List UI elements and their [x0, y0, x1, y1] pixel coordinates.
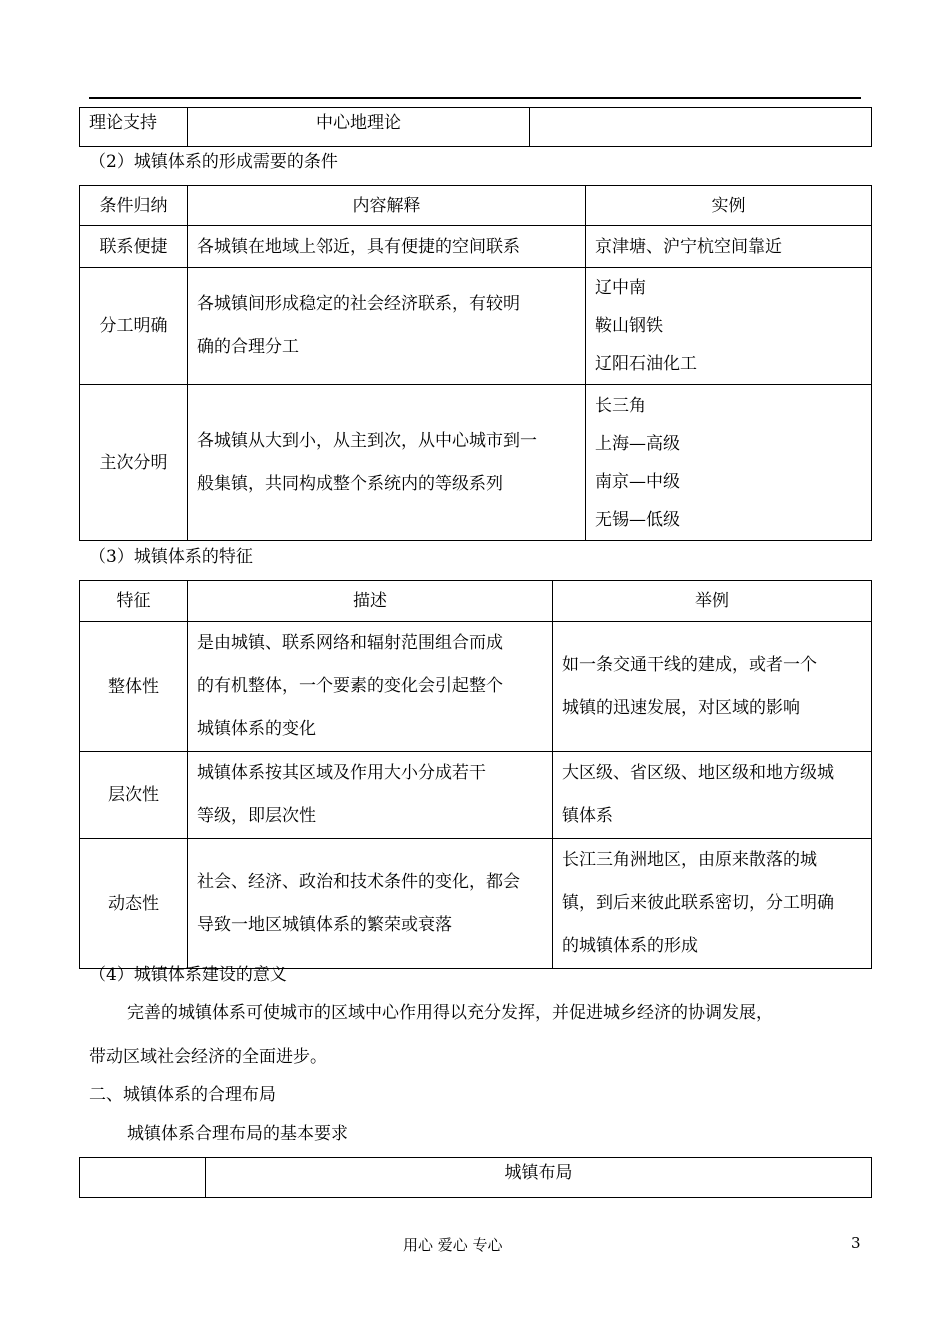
table-row — [80, 268, 872, 385]
condition-desc: 各城镇间形成稳定的社会经济联系，有较明 确的合理分工 — [188, 268, 586, 385]
layout-header: 城镇布局 — [206, 1158, 872, 1198]
significance-line-2: 带动区域社会经济的全面进步。 — [89, 1047, 327, 1067]
table-row — [80, 385, 872, 541]
condition-example: 京津塘、沪宁杭空间靠近 — [586, 226, 872, 268]
feature-example: 大区级、省区级、地区级和地方级城 镇体系 — [553, 752, 872, 839]
theory-value: 中心地理论 — [188, 108, 530, 147]
layout-table — [79, 1157, 872, 1198]
feature-desc: 城镇体系按其区域及作用大小分成若干 等级，即层次性 — [188, 752, 553, 839]
part2-subheading: 城镇体系合理布局的基本要求 — [127, 1124, 348, 1144]
feature-name: 动态性 — [80, 839, 188, 969]
condition-example: 长三角 上海—高级 南京—中级 无锡—低级 — [586, 385, 872, 541]
feature-example: 如一条交通干线的建成，或者一个 城镇的迅速发展，对区域的影响 — [553, 622, 872, 752]
feature-desc: 社会、经济、政治和技术条件的变化，都会 导致一地区城镇体系的繁荣或衰落 — [188, 839, 553, 969]
theory-table — [79, 107, 872, 147]
condition-name: 分工明确 — [80, 268, 188, 385]
condition-example: 辽中南 鞍山钢铁 辽阳石油化工 — [586, 268, 872, 385]
table-row — [80, 622, 872, 752]
features-table — [79, 580, 872, 969]
layout-empty-cell — [80, 1158, 206, 1198]
theory-label: 理论支持 — [80, 108, 188, 147]
condition-name: 联系便捷 — [80, 226, 188, 268]
significance-line-1: 完善的城镇体系可使城市的区域中心作用得以充分发挥，并促进城乡经济的协调发展， — [127, 1003, 773, 1023]
features-header-3: 举例 — [553, 581, 872, 622]
conditions-table — [79, 185, 872, 541]
page-number: 3 — [851, 1234, 861, 1252]
feature-desc: 是由城镇、联系网络和辐射范围组合而成 的有机整体，一个要素的变化会引起整个 城镇体系的变化 — [188, 622, 553, 752]
conditions-header-1: 条件归纳 — [80, 186, 188, 226]
footer-motto: 用心 爱心 专心 — [403, 1236, 503, 1254]
section2-heading: （2）城镇体系的形成需要的条件 — [89, 152, 338, 172]
table-row — [80, 226, 872, 268]
part2-heading: 二、城镇体系的合理布局 — [89, 1085, 276, 1105]
condition-name: 主次分明 — [80, 385, 188, 541]
features-header-2: 描述 — [188, 581, 553, 622]
condition-desc: 各城镇在地域上邻近，具有便捷的空间联系 — [188, 226, 586, 268]
feature-example: 长江三角洲地区，由原来散落的城 镇，到后来彼此联系密切，分工明确 的城镇体系的形成 — [553, 839, 872, 969]
feature-name: 层次性 — [80, 752, 188, 839]
table-row — [80, 752, 872, 839]
conditions-header-2: 内容解释 — [188, 186, 586, 226]
section3-heading: （3）城镇体系的特征 — [89, 547, 253, 567]
table-row — [80, 839, 872, 969]
conditions-header-3: 实例 — [586, 186, 872, 226]
features-header-1: 特征 — [80, 581, 188, 622]
condition-desc: 各城镇从大到小，从主到次，从中心城市到一 般集镇，共同构成整个系统内的等级系列 — [188, 385, 586, 541]
header-rule — [89, 97, 861, 99]
theory-empty — [530, 108, 872, 147]
section4-heading: （4）城镇体系建设的意义 — [89, 965, 287, 985]
feature-name: 整体性 — [80, 622, 188, 752]
